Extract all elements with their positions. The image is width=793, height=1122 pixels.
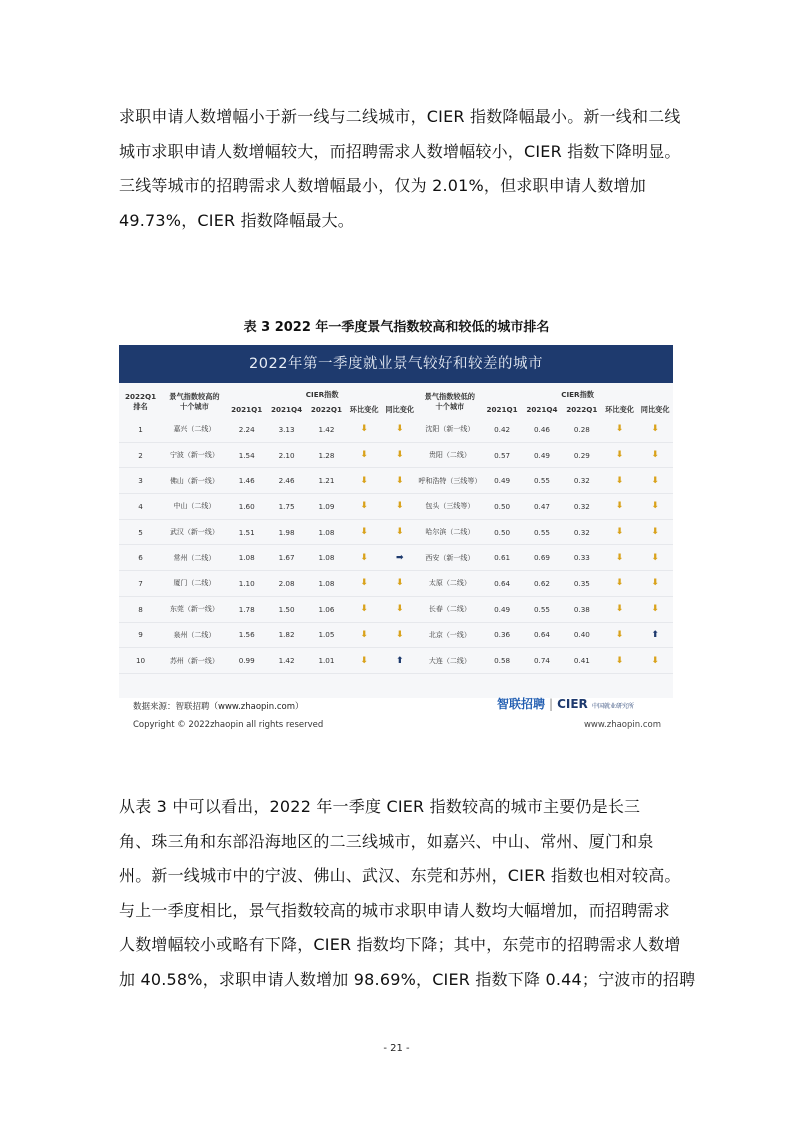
website-url: www.zhaopin.com [583,720,661,730]
ranking-figure [119,345,673,740]
down-arrow-icon: ⬇ [360,475,368,486]
value-cell: 1.06 [307,596,347,622]
header-2021q4: 2021Q4 [526,405,558,414]
down-arrow-icon: ⬇ [615,604,624,615]
cier-logo-sub: 中国就业研究所 [591,703,634,710]
qoq-cell [346,622,382,648]
text-line: 从表 3 中可以看出，2022 年一季度 CIER 指数较高的城市主要仍是长三 [119,797,641,816]
down-arrow-icon: ⬇ [395,450,404,461]
table-row [119,519,673,545]
paragraph-1 [119,100,679,238]
value-cell: 0.61 [482,545,522,571]
value-cell: 1.42 [267,648,307,674]
qoq-cell [602,545,638,571]
qoq-cell [602,648,638,674]
yoy-cell [382,596,418,622]
text-line: 49.73%，CIER 指数降幅最大。 [119,210,355,230]
down-arrow-icon: ⬇ [395,604,404,615]
qoq-cell [602,442,638,468]
down-arrow-icon: ⬇ [615,552,624,563]
value-cell: 1.08 [307,571,347,597]
yoy-cell [382,494,418,520]
zhilian-logo: 智联招聘 [497,697,546,711]
qoq-cell [346,545,382,571]
rank-cell: 6 [119,545,162,571]
rank-cell: 5 [119,519,162,545]
yoy-cell [637,417,673,442]
down-arrow-icon: ⬇ [395,475,404,486]
header-cier-high: CIER指数 [305,390,339,399]
down-arrow-icon: ⬇ [395,501,404,512]
yoy-cell [382,545,418,571]
figure-title: 2022年第一季度就业景气较好和较差的城市 [119,345,673,383]
table-row [119,622,673,648]
value-cell: 0.99 [227,648,267,674]
table-row [119,468,673,494]
qoq-cell [346,468,382,494]
value-cell: 2.10 [267,442,307,468]
table-row [119,596,673,622]
high-city-cell: 东莞（新一线） [162,596,227,622]
value-cell: 0.38 [562,596,602,622]
yoy-cell [637,648,673,674]
rank-cell: 9 [119,622,162,648]
value-cell: 1.09 [307,494,347,520]
up-arrow-icon: ⬆ [395,655,404,666]
qoq-cell [346,417,382,442]
value-cell: 0.49 [482,596,522,622]
value-cell: 0.69 [522,545,562,571]
low-city-cell: 大连（二线） [418,648,483,674]
header-low-city: 景气指数较低的 十个城市 [424,392,475,411]
down-arrow-icon: ⬇ [651,527,659,538]
low-city-cell: 贵阳（二线） [418,442,483,468]
yoy-cell [382,571,418,597]
text-line: 人数增幅较小或略有下降，CIER 指数均下降；其中，东莞市的招聘需求人数增 [119,935,681,954]
yoy-cell [382,622,418,648]
figure-table-area [119,383,673,698]
qoq-cell [346,442,382,468]
value-cell: 0.41 [562,648,602,674]
value-cell: 0.57 [482,442,522,468]
text-line: 加 40.58%，求职申请人数增加 98.69%，CIER 指数下降 0.44；宁波市的招聘 [119,969,696,989]
value-cell: 2.24 [227,417,267,442]
low-city-cell: 长春（二线） [418,596,483,622]
value-cell: 0.47 [522,494,562,520]
value-cell: 0.50 [482,519,522,545]
yoy-cell [382,468,418,494]
down-arrow-icon: ⬇ [615,629,624,640]
text-line: 角、珠三角和东部沿海地区的二三线城市，如嘉兴、中山、常州、厦门和泉 [119,831,654,851]
low-city-cell: 北京（一线） [418,622,483,648]
value-cell: 1.67 [267,545,307,571]
header-2021q4: 2021Q4 [271,405,303,414]
value-cell: 1.08 [307,519,347,545]
copyright: Copyright © 2022zhaopin all rights reserved [133,720,324,730]
logo: 智联招聘 | CIER 中国就业研究所 [497,697,634,711]
yoy-cell [637,545,673,571]
high-city-cell: 中山（二线） [162,494,227,520]
value-cell: 1.54 [227,442,267,468]
low-city-cell: 包头（三线等） [418,494,483,520]
up-arrow-icon: ⬆ [651,629,659,640]
rank-cell: 7 [119,571,162,597]
text-line: 州。新一线城市中的宁波、佛山、武汉、东莞和苏州，CIER 指数也相对较高。 [119,866,681,885]
value-cell: 0.49 [522,442,562,468]
header-2021q1: 2021Q1 [486,405,518,414]
value-cell: 0.64 [522,622,562,648]
down-arrow-icon: ⬇ [360,424,368,435]
low-city-cell: 呼和浩特（三线等） [418,468,483,494]
yoy-cell [637,468,673,494]
high-city-cell: 佛山（新一线） [162,468,227,494]
down-arrow-icon: ⬇ [615,655,624,666]
rank-cell: 2 [119,442,162,468]
page-number: - 21 - [383,1043,410,1054]
value-cell: 0.64 [482,571,522,597]
value-cell: 0.32 [562,494,602,520]
down-arrow-icon: ⬇ [651,604,659,615]
down-arrow-icon: ⬇ [651,655,659,666]
value-cell: 0.32 [562,519,602,545]
down-arrow-icon: ⬇ [615,475,624,486]
down-arrow-icon: ⬇ [651,552,659,563]
low-city-cell: 沈阳（新一线） [418,417,483,442]
down-arrow-icon: ⬇ [360,578,368,589]
yoy-cell [637,442,673,468]
yoy-cell [382,417,418,442]
value-cell: 1.08 [227,545,267,571]
value-cell: 3.13 [267,417,307,442]
text-line: 与上一季度相比，景气指数较高的城市求职申请人数均大幅增加，而招聘需求 [119,900,670,920]
rank-cell: 8 [119,596,162,622]
cier-logo: CIER [557,697,588,711]
value-cell: 1.51 [227,519,267,545]
value-cell: 1.60 [227,494,267,520]
down-arrow-icon: ⬇ [360,450,368,461]
table-row [119,545,673,571]
rank-cell: 3 [119,468,162,494]
qoq-cell [346,596,382,622]
value-cell: 0.29 [562,442,602,468]
header-2021q1: 2021Q1 [231,405,263,414]
qoq-cell [346,571,382,597]
rank-cell: 10 [119,648,162,674]
down-arrow-icon: ⬇ [395,629,404,640]
value-cell: 0.50 [482,494,522,520]
table-row [119,417,673,442]
value-cell: 1.82 [267,622,307,648]
yoy-cell [637,571,673,597]
down-arrow-icon: ⬇ [615,450,624,461]
qoq-cell [602,417,638,442]
text-line: 城市求职申请人数增幅较大，而招聘需求人数增幅较小，CIER 指数下降明显。 [119,141,681,161]
paragraph-2 [119,790,696,997]
value-cell: 0.28 [562,417,602,442]
down-arrow-icon: ⬇ [615,527,624,538]
header-cier-low: CIER指数 [561,390,594,399]
down-arrow-icon: ⬇ [395,527,404,538]
header-2022q1: 2022Q1 [310,405,343,414]
value-cell: 0.46 [522,417,562,442]
header-qoq: 环比变化 [605,405,634,414]
qoq-cell [346,648,382,674]
down-arrow-icon: ⬇ [360,552,368,563]
high-city-cell: 宁波（新一线） [162,442,227,468]
high-city-cell: 武汉（新一线） [162,519,227,545]
value-cell: 1.01 [307,648,347,674]
down-arrow-icon: ⬇ [615,424,624,435]
high-city-cell: 苏州（新一线） [162,648,227,674]
qoq-cell [602,494,638,520]
qoq-cell [602,519,638,545]
yoy-cell [382,442,418,468]
low-city-cell: 西安（新一线） [418,545,483,571]
value-cell: 1.75 [267,494,307,520]
value-cell: 1.42 [307,417,347,442]
value-cell: 0.58 [482,648,522,674]
down-arrow-icon: ⬇ [615,501,624,512]
value-cell: 0.35 [562,571,602,597]
header-yoy: 同比变化 [640,405,670,414]
low-city-cell: 哈尔滨（二线） [418,519,483,545]
table-row [119,494,673,520]
table-row [119,648,673,674]
text-line: 三线等城市的招聘需求人数增幅最小，仅为 2.01%，但求职申请人数增加 [119,176,646,195]
value-cell: 0.55 [522,468,562,494]
high-city-cell: 嘉兴（二线） [162,417,227,442]
yoy-cell [382,648,418,674]
down-arrow-icon: ⬇ [360,501,368,512]
value-cell: 2.08 [267,571,307,597]
high-city-cell: 常州（二线） [162,545,227,571]
value-cell: 1.05 [307,622,347,648]
qoq-cell [346,519,382,545]
down-arrow-icon: ⬇ [651,424,659,435]
value-cell: 1.98 [267,519,307,545]
down-arrow-icon: ⬇ [395,578,404,589]
rank-cell: 1 [119,417,162,442]
text-line: 求职申请人数增幅小于新一线与二线城市，CIER 指数降幅最小。新一线和二线 [119,107,681,126]
down-arrow-icon: ⬇ [651,450,659,461]
low-city-cell: 太原（二线） [418,571,483,597]
qoq-cell [602,622,638,648]
table-row [119,571,673,597]
down-arrow-icon: ⬇ [360,604,368,615]
down-arrow-icon: ⬇ [360,629,368,640]
header-qoq: 环比变化 [349,405,379,414]
value-cell: 1.28 [307,442,347,468]
table-row [119,442,673,468]
down-arrow-icon: ⬇ [651,578,659,589]
down-arrow-icon: ⬇ [651,501,659,512]
down-arrow-icon: ⬇ [360,527,368,538]
value-cell: 0.36 [482,622,522,648]
value-cell: 1.10 [227,571,267,597]
value-cell: 0.62 [522,571,562,597]
value-cell: 1.56 [227,622,267,648]
header-yoy: 同比变化 [385,405,415,414]
header-rank: 2022Q1 排名 [124,392,157,411]
value-cell: 0.55 [522,519,562,545]
down-arrow-icon: ⬇ [395,424,404,435]
value-cell: 0.55 [522,596,562,622]
value-cell: 1.50 [267,596,307,622]
data-source: 数据来源：智联招聘（www.zhaopin.com） [133,702,304,712]
down-arrow-icon: ⬇ [360,655,368,666]
value-cell: 1.08 [307,545,347,571]
yoy-cell [382,519,418,545]
header-high-city: 景气指数较高的 十个城市 [169,392,220,411]
down-arrow-icon: ⬇ [651,475,659,486]
value-cell: 2.46 [267,468,307,494]
yoy-cell [637,596,673,622]
rank-cell: 4 [119,494,162,520]
value-cell: 0.32 [562,468,602,494]
yoy-cell [637,519,673,545]
qoq-cell [602,596,638,622]
qoq-cell [346,494,382,520]
table-caption: 表 3 2022 年一季度景气指数较高和较低的城市排名 [243,320,550,335]
value-cell: 1.21 [307,468,347,494]
value-cell: 0.40 [562,622,602,648]
down-arrow-icon: ⬇ [615,578,624,589]
header-2022q1: 2022Q1 [566,405,598,414]
high-city-cell: 泉州（二线） [162,622,227,648]
qoq-cell [602,571,638,597]
yoy-cell [637,494,673,520]
ranking-table [119,383,673,674]
value-cell: 1.78 [227,596,267,622]
value-cell: 0.42 [482,417,522,442]
high-city-cell: 厦门（二线） [162,571,227,597]
value-cell: 0.33 [562,545,602,571]
right-arrow-icon: ➡ [395,552,404,563]
value-cell: 0.49 [482,468,522,494]
yoy-cell [637,622,673,648]
value-cell: 1.46 [227,468,267,494]
value-cell: 0.74 [522,648,562,674]
qoq-cell [602,468,638,494]
